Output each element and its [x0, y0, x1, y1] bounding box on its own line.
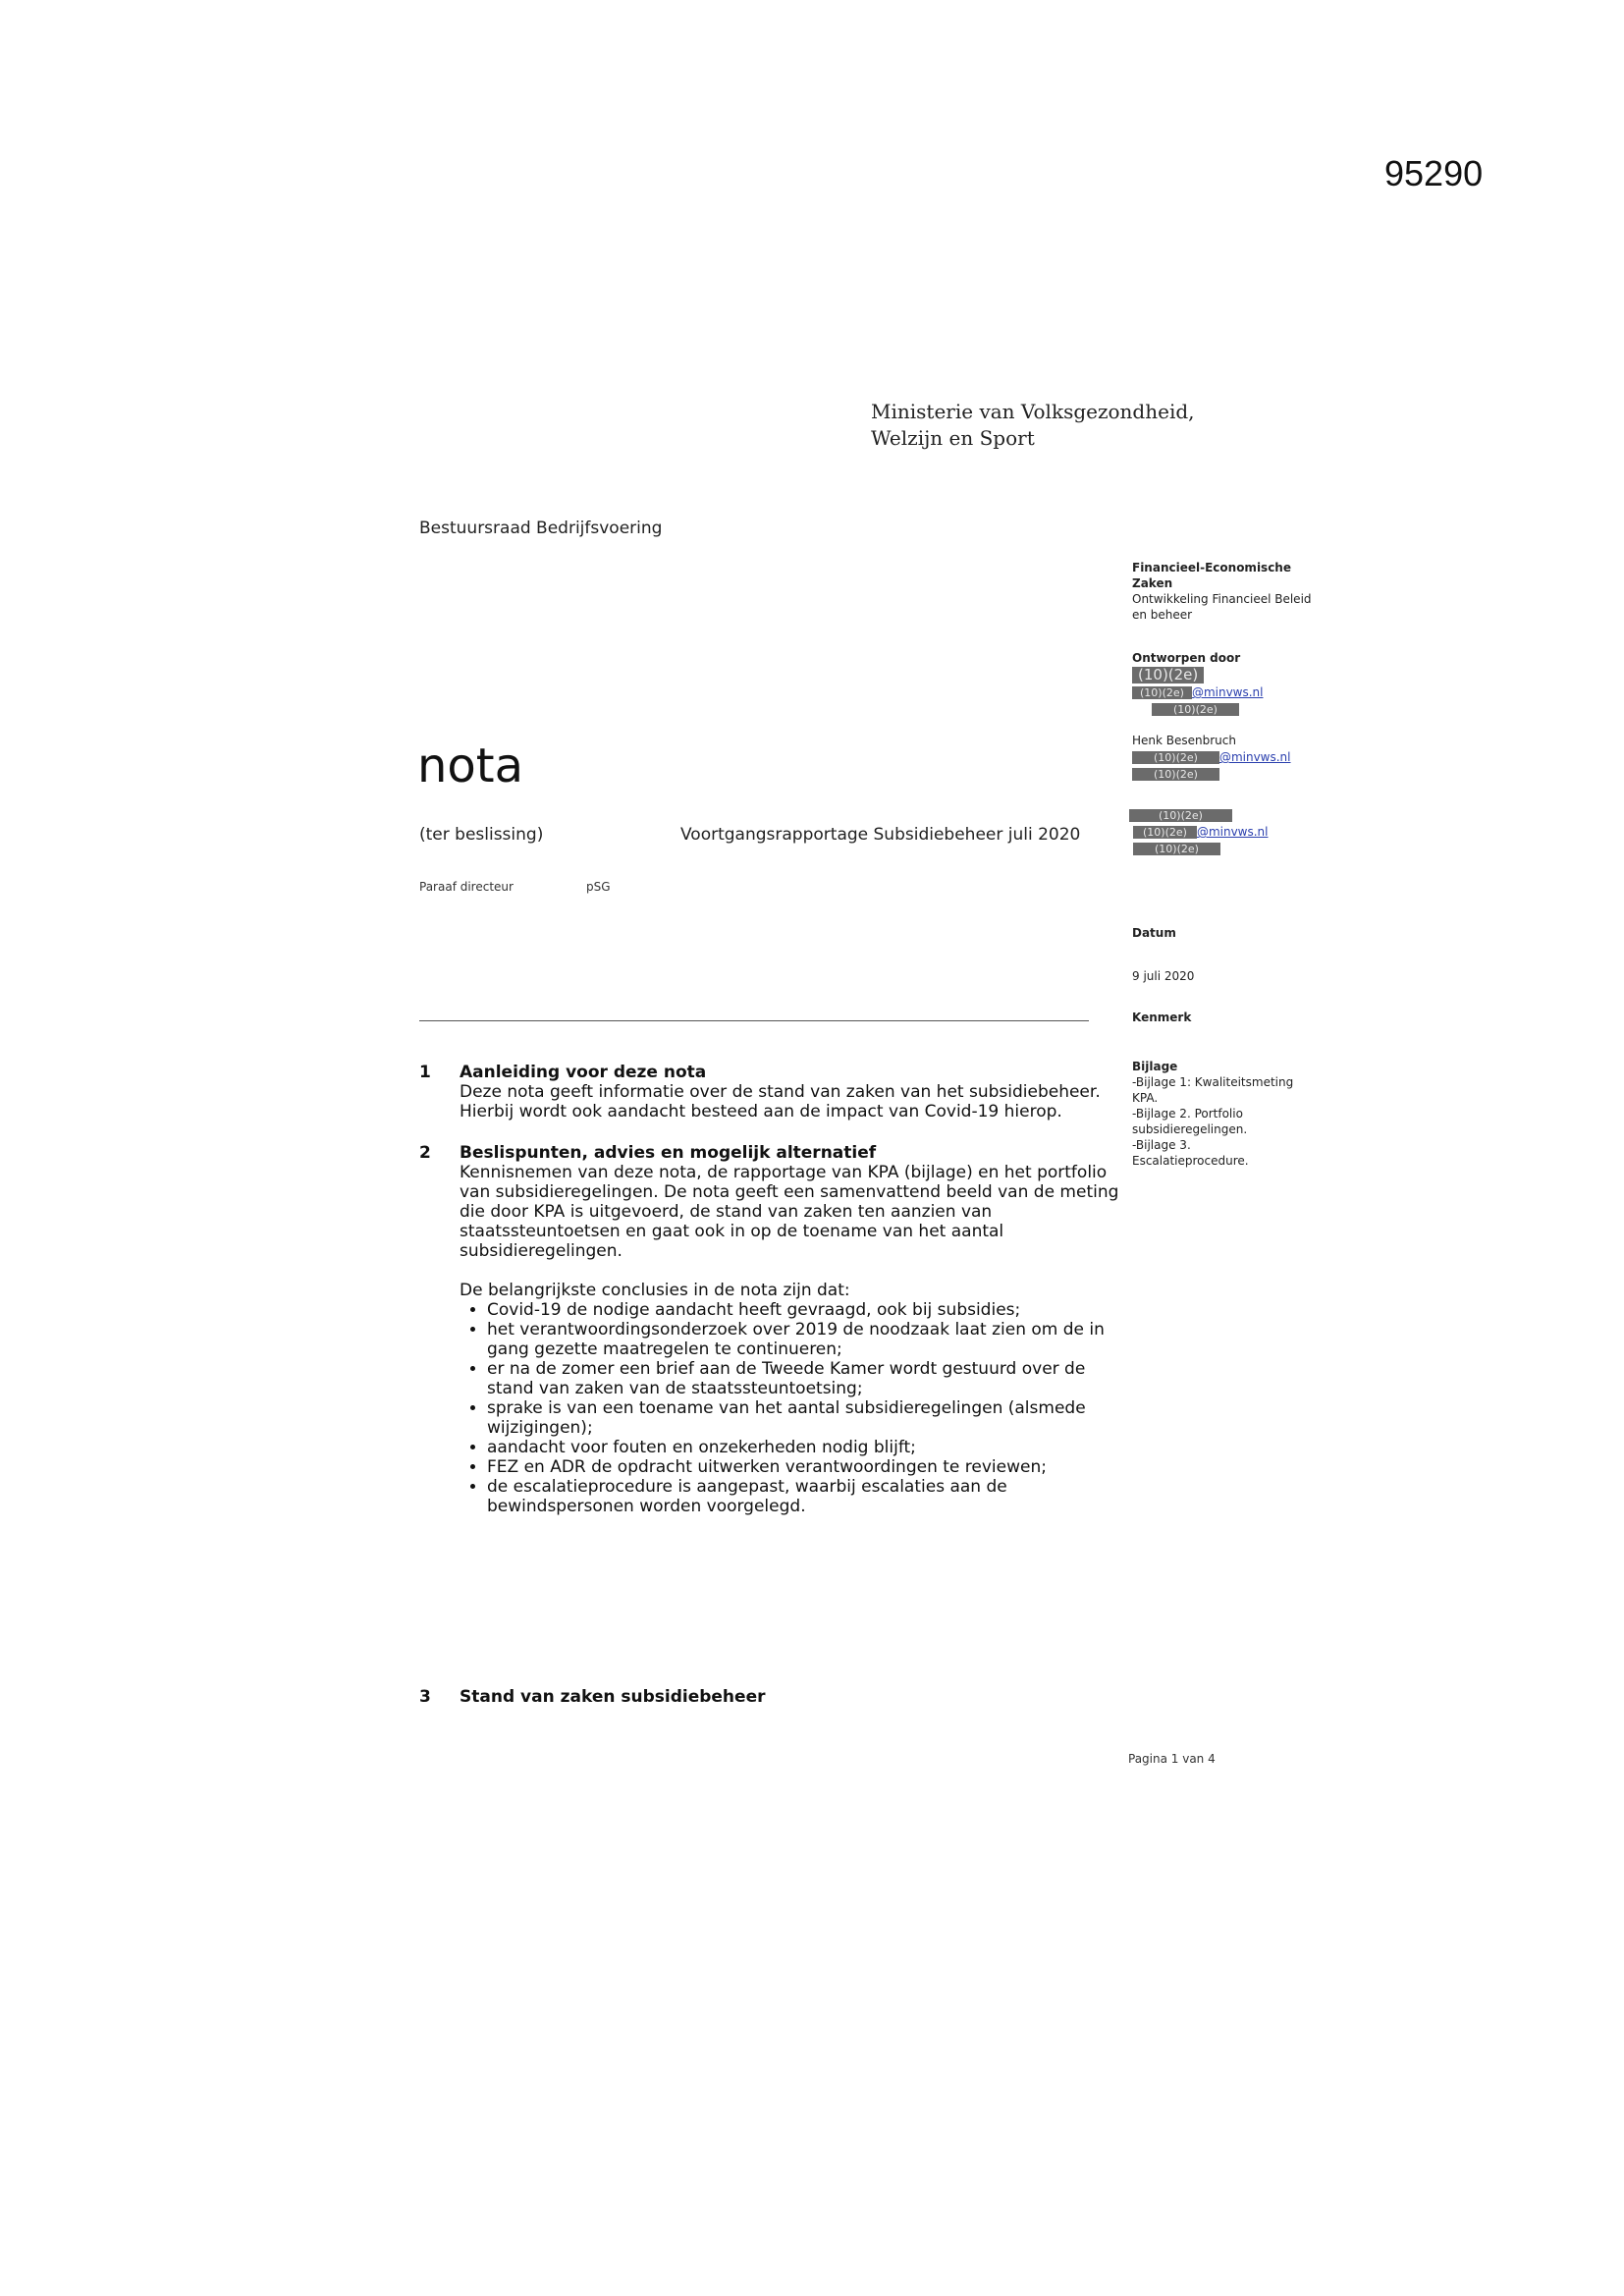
section-number: 2: [419, 1143, 431, 1163]
redaction-block: (10)(2e): [1129, 809, 1232, 822]
section-number: 1: [419, 1063, 431, 1082]
attachment-line: subsidieregelingen.: [1132, 1122, 1248, 1136]
sidebar-attachments: [1132, 1059, 1293, 1169]
redaction-block: (10)(2e): [1132, 667, 1204, 683]
reference-label: Kenmerk: [1132, 1011, 1192, 1024]
list-item: • sprake is van een toename van het aantal subsidieregelingen (alsmede wijzigingen);: [487, 1398, 1126, 1438]
ministry-line-1: Ministerie van Volksgezondheid,: [871, 400, 1195, 423]
email-link[interactable]: @minvws.nl: [1196, 825, 1269, 839]
paraaf-label: Paraaf directeur: [419, 880, 514, 894]
dept-line-1: Financieel-Economische: [1132, 561, 1291, 574]
conclusions-intro: De belangrijkste conclusies in de nota zijn dat:: [460, 1281, 850, 1300]
email-link[interactable]: @minvws.nl: [1191, 685, 1264, 699]
section-2: [419, 1143, 1126, 1516]
person-2-name: Henk Besenbruch: [1132, 734, 1236, 747]
redaction-block: (10)(2e): [1152, 703, 1239, 716]
divider-line: [419, 1020, 1089, 1021]
page-number: Pagina 1 van 4: [1128, 1752, 1216, 1766]
list-item: • aandacht voor fouten en onzekerheden nodig blijft;: [487, 1438, 1126, 1457]
ministry-line-2: Welzijn en Sport: [871, 426, 1035, 450]
section-line: Deze nota geeft informatie over de stand van zaken van het subsidiebeheer.: [460, 1082, 1101, 1102]
document-tag: (ter beslissing): [419, 825, 544, 845]
section-heading: Beslispunten, advies en mogelijk alternatief: [460, 1143, 877, 1163]
section-1: [419, 1063, 1126, 1121]
sidebar-department: [1132, 560, 1312, 623]
list-item: • de escalatieprocedure is aangepast, waarbij escalaties aan de bewindspersonen worden voorgelegd.: [487, 1477, 1126, 1516]
list-item: • het verantwoordingsonderzoek over 2019 de noodzaak laat zien om de in gang gezette maatregelen te continueren;: [487, 1320, 1126, 1359]
dept-line-2: Zaken: [1132, 576, 1173, 590]
sidebar-person-3: [1129, 807, 1269, 856]
section-line: Hierbij wordt ook aandacht besteed aan de impact van Covid-19 hierop.: [460, 1102, 1062, 1121]
attachment-line: -Bijlage 3.: [1132, 1138, 1191, 1152]
document-title: nota: [417, 738, 524, 793]
document-number: 95290: [1384, 153, 1484, 193]
date-label: Datum: [1132, 926, 1176, 940]
email-link[interactable]: @minvws.nl: [1218, 750, 1291, 764]
section-heading: Aanleiding voor deze nota: [460, 1063, 707, 1082]
document-subject: Voortgangsrapportage Subsidiebeheer juli 2020: [680, 825, 1081, 845]
ministry-logo-text: [871, 399, 1195, 452]
attachment-line: -Bijlage 2. Portfolio: [1132, 1107, 1243, 1121]
redaction-block: (10)(2e): [1133, 843, 1220, 855]
sidebar-person-2: [1132, 733, 1291, 782]
conclusions-list: [460, 1300, 1126, 1516]
redaction-block: (10)(2e): [1132, 686, 1192, 699]
section-line: Kennisnemen van deze nota, de rapportage van KPA (bijlage) en het portfolio: [460, 1163, 1108, 1182]
paraaf-value: pSG: [586, 880, 611, 894]
date-value: 9 juli 2020: [1132, 969, 1195, 983]
section-line: staatssteuntoetsen en gaat ook in op de toename van het aantal: [460, 1222, 1004, 1241]
redaction-block: (10)(2e): [1133, 826, 1197, 839]
designed-by-label: Ontworpen door: [1132, 651, 1241, 665]
attachment-line: Escalatieprocedure.: [1132, 1154, 1249, 1168]
redaction-block: (10)(2e): [1132, 768, 1219, 781]
section-heading: Stand van zaken subsidiebeheer: [460, 1687, 766, 1707]
sidebar-designed-by: [1132, 650, 1264, 717]
attachment-line: KPA.: [1132, 1091, 1159, 1105]
list-item: • FEZ en ADR de opdracht uitwerken verantwoordingen te reviewen;: [487, 1457, 1126, 1477]
unit-line-2: en beheer: [1132, 608, 1193, 622]
redaction-block: (10)(2e): [1132, 751, 1219, 764]
section-3: [419, 1687, 1126, 1707]
attachment-line: -Bijlage 1: Kwaliteitsmeting: [1132, 1075, 1294, 1089]
unit-line-1: Ontwikkeling Financieel Beleid: [1132, 592, 1312, 606]
attachment-label: Bijlage: [1132, 1060, 1178, 1073]
section-line: subsidieregelingen.: [460, 1241, 623, 1261]
section-number: 3: [419, 1687, 431, 1707]
list-item: • er na de zomer een brief aan de Tweede Kamer wordt gestuurd over de stand van zaken van de staatssteuntoetsing;: [487, 1359, 1126, 1398]
board-name: Bestuursraad Bedrijfsvoering: [419, 519, 663, 538]
section-line: van subsidieregelingen. De nota geeft een samenvattend beeld van de meting: [460, 1182, 1119, 1202]
section-line: die door KPA is uitgevoerd, de stand van zaken ten aanzien van: [460, 1202, 993, 1222]
list-item: • Covid-19 de nodige aandacht heeft gevraagd, ook bij subsidies;: [487, 1300, 1126, 1320]
